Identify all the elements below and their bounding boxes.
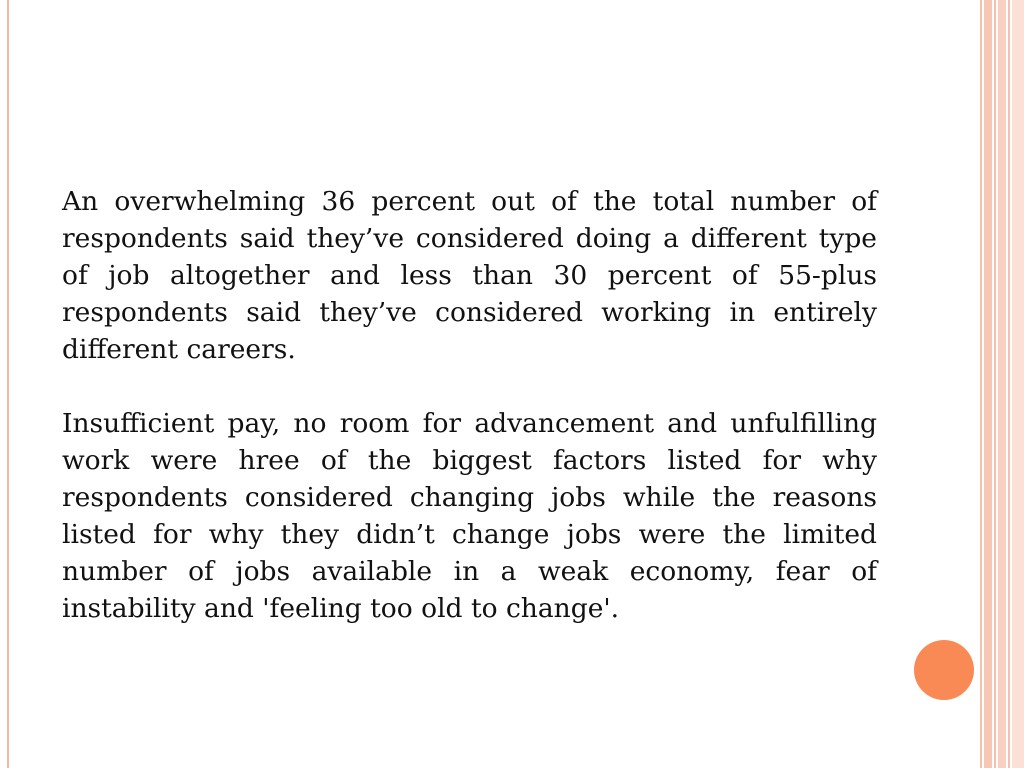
paragraph-respondents-careers: An overwhelming 36 percent out of the total number of respondents said they’ve considered doing a different type of job altogether and less than 30 percent of 55-plus respondents said they’ve considered working in entirely different careers. <box>62 186 877 365</box>
paragraph-reasons-changing-jobs: Insufficient pay, no room for advancement and unfulfilling work were hree of the biggest factors listed for why respondents considered changing jobs while the reasons listed for why they didn’t change jobs were the limited number of jobs available in a weak economy, fear of instability and 'feeling too old to change'. <box>62 408 877 624</box>
orange-circle-decoration <box>914 640 974 700</box>
stripe <box>1008 0 1010 768</box>
stripe <box>984 0 992 768</box>
stripe <box>998 0 1006 768</box>
left-border-line <box>7 0 9 768</box>
right-decorative-stripes <box>980 0 1024 768</box>
slide-body <box>62 183 877 664</box>
stripe <box>994 0 996 768</box>
stripe <box>1012 0 1024 768</box>
stripe <box>980 0 982 768</box>
